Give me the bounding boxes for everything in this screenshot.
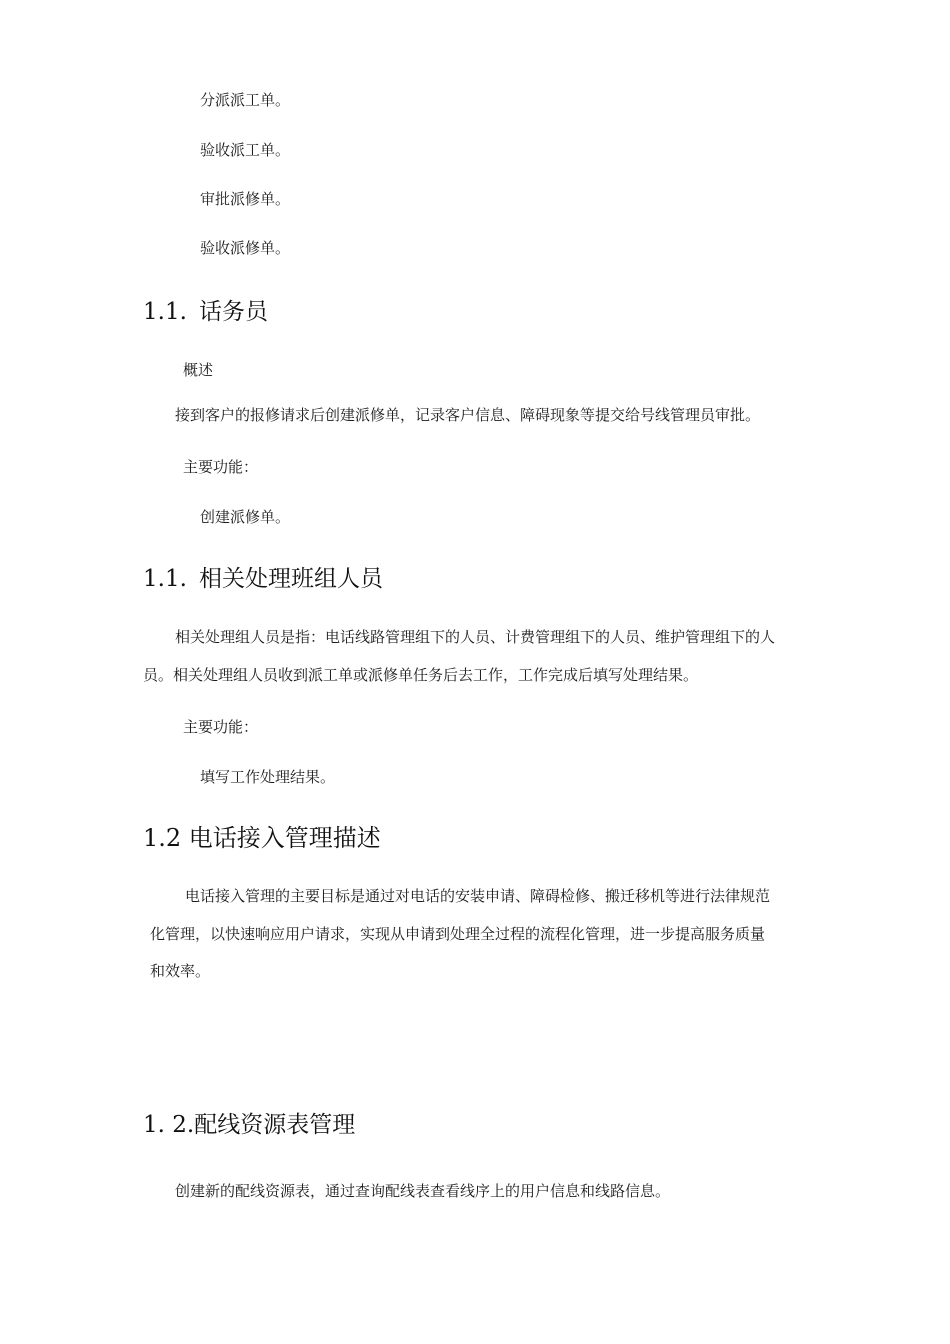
heading-number: 1.1. [143,299,187,325]
operator-functions-label: 主要功能： [183,458,259,476]
wiring-description: 创建新的配线资源表，通过查询配线表查看线序上的用户信息和线路信息。 [175,1182,671,1200]
team-description-line-2: 员。相关处理组人员收到派工单或派修单任务后去工作，工作完成后填写处理结果。 [143,666,699,684]
heading-operator [143,297,268,327]
task-item-accept-repair-order: 验收派修单。 [200,239,291,257]
heading-team [143,564,383,594]
access-description-line-2: 化管理，以快速响应用户请求，实现从申请到处理全过程的流程化管理，进一步提高服务质量 [150,925,766,943]
heading-access-management: 1.2 电话接入管理描述 [143,824,381,852]
team-functions-label: 主要功能： [183,718,259,736]
heading-number: 1.1. [143,566,187,592]
task-item-approve-repair-order: 审批派修单。 [200,190,291,208]
overview-label: 概述 [183,361,214,379]
access-description-line-1: 电话接入管理的主要目标是通过对电话的安装申请、障碍检修、搬迁移机等进行法律规范 [185,887,771,905]
task-item-accept-work-order: 验收派工单。 [200,141,291,159]
team-function-item: 填写工作处理结果。 [200,768,336,786]
heading-wiring-resources: 1. 2.配线资源表管理 [143,1112,356,1138]
task-item-dispatch-work-order: 分派派工单。 [200,91,291,109]
heading-title: 相关处理班组人员 [199,566,383,592]
operator-description: 接到客户的报修请求后创建派修单，记录客户信息、障碍现象等提交给号线管理员审批。 [175,406,761,424]
operator-function-item: 创建派修单。 [200,508,291,526]
team-description-line-1: 相关处理组人员是指：电话线路管理组下的人员、计费管理组下的人员、维护管理组下的人 [175,628,776,646]
access-description-line-3: 和效率。 [150,962,211,980]
heading-title: 话务员 [199,299,268,325]
